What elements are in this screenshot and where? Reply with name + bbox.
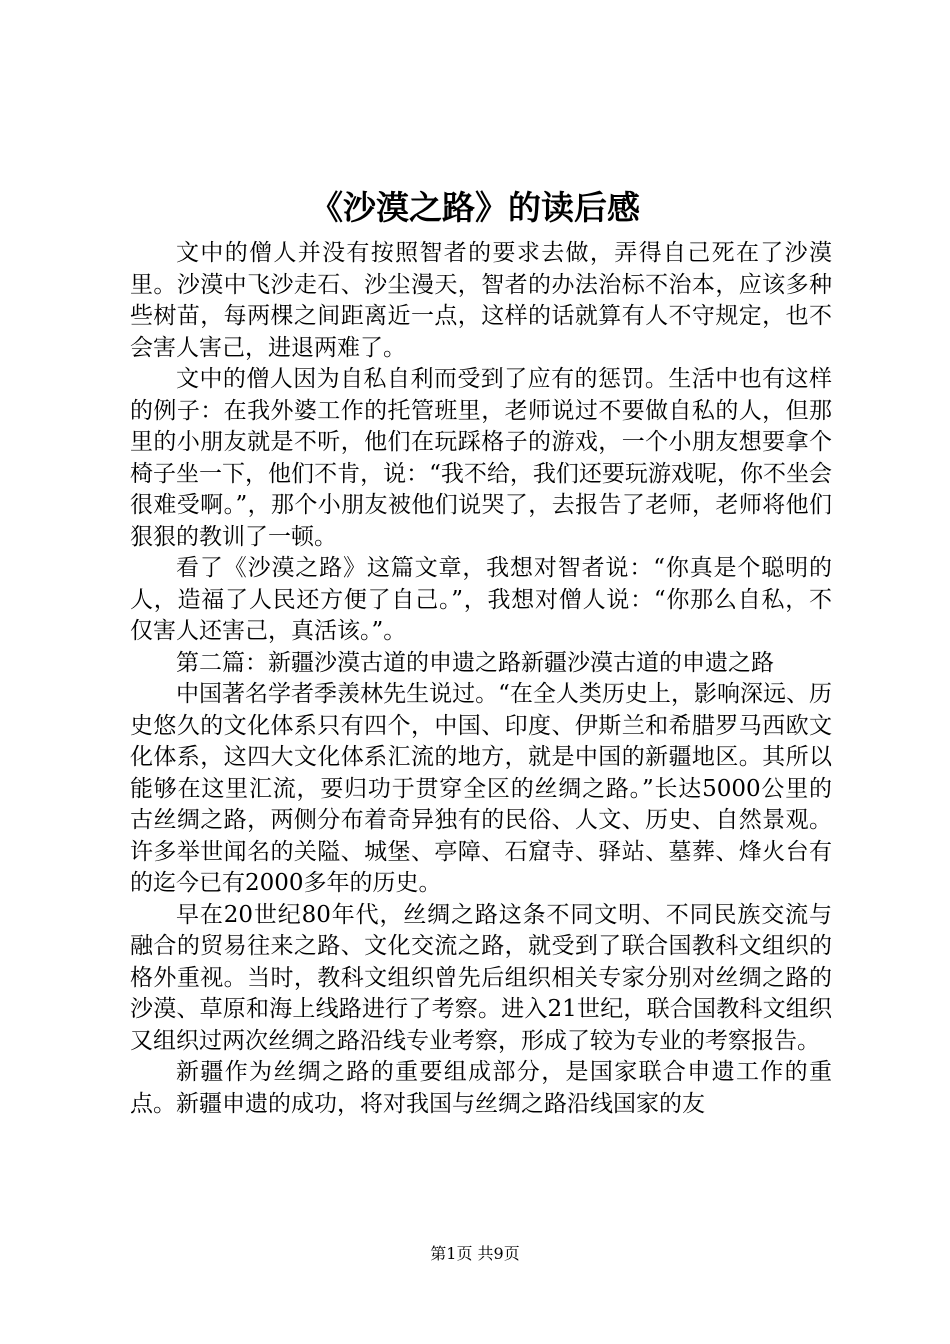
paragraph: 第二篇：新疆沙漠古道的申遗之路新疆沙漠古道的申遗之路 <box>176 649 774 676</box>
paragraph: 早在20世纪80年代，丝绸之路这条不同文明、不同民族交流与融合的贸易往来之路、文化交流之路，就受到了联合国教科文组织的格外重视。当时，教科文组织曾先后组织相关专家分别对丝绸之路的沙漠、草原和海上线路进行了考察。进入21世纪，联合国教科文组织又组织过两次丝绸之路沿线专业考察，形成了较为专业的考察报告。 <box>130 901 832 1054</box>
paragraph: 看了《沙漠之路》这篇文章，我想对智者说：“你真是个聪明的人，造福了人民还方便了自己。”，我想对僧人说：“你那么自私，不仅害人还害己，真活该。”。 <box>130 555 832 644</box>
paragraph: 文中的僧人因为自私自利而受到了应有的惩罚。生活中也有这样的例子：在我外婆工作的托管班里，老师说过不要做自私的人，但那里的小朋友就是不听，他们在玩踩格子的游戏，一个小朋友想要拿个椅子坐一下，他们不肯，说：“我不给，我们还要玩游戏呢，你不坐会很难受啊。”，那个小朋友被他们说哭了，去报告了老师，老师将他们狠狠的教训了一顿。 <box>130 366 832 550</box>
paragraph: 文中的僧人并没有按照智者的要求去做，弄得自己死在了沙漠里。沙漠中飞沙走石、沙尘漫天，智者的办法治标不治本，应该多种些树苗，每两棵之间距离近一点，这样的话就算有人不守规定，也不会害人害己，进退两难了。 <box>130 240 832 361</box>
document-body <box>130 238 832 1120</box>
document-title: 《沙漠之路》的读后感 <box>310 188 640 227</box>
paragraph: 新疆作为丝绸之路的重要组成部分，是国家联合申遗工作的重点。新疆申遗的成功，将对我国与丝绸之路沿线国家的友 <box>130 1059 832 1117</box>
paragraph: 中国著名学者季羡林先生说过。“在全人类历史上，影响深远、历史悠久的文化体系只有四个，中国、印度、伊斯兰和希腊罗马西欧文化体系，这四大文化体系汇流的地方，就是中国的新疆地区。其所以能够在这里汇流，要归功于贯穿全区的丝绸之路。”长达5000公里的古丝绸之路，两侧分布着奇异独有的民俗、人文、历史、自然景观。许多举世闻名的关隘、城堡、亭障、石窟寺、驿站、墓葬、烽火台有的迄今已有2000多年的历史。 <box>130 681 832 896</box>
page-number-footer: 第1页 共9页 <box>430 1244 520 1263</box>
